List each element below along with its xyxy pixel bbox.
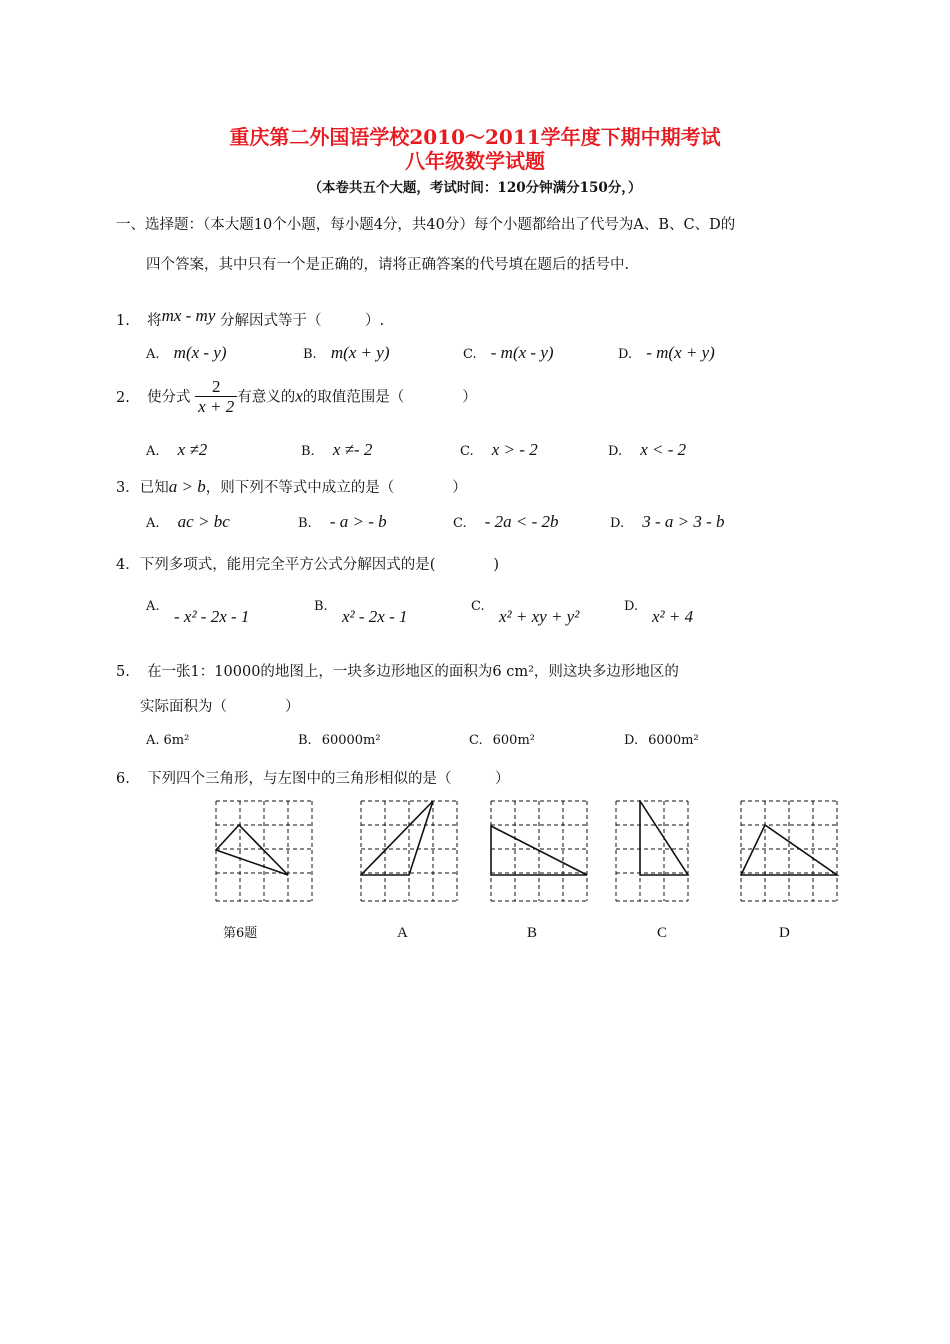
question-line1: 在一张1：10000的地图上，一块多边形地区的面积为6 cm²，则这块多边形地区的 (147, 664, 679, 680)
q5-option-d: D. 6000m² (624, 733, 699, 748)
q4-option-b-expr: x² - 2x - 1 (342, 607, 408, 626)
q5-option-c: C. 600m² (469, 733, 535, 748)
q4-option-b-label: B. (314, 599, 328, 614)
question-expr: a > b (168, 477, 206, 496)
q4-option-d-expr: x² + 4 (652, 607, 694, 626)
question-number: 4． (116, 557, 140, 573)
q4-option-a-label: A. (146, 599, 160, 614)
question-prefix: 将 (147, 313, 162, 329)
question-1 (116, 306, 385, 330)
q1-option-b: B. m(x + y) (303, 343, 390, 362)
q2-option-c: C. x > - 2 (460, 440, 538, 459)
q4-option-c-label: C. (471, 599, 485, 614)
q3-option-d: D. 3 - a > 3 - b (610, 512, 725, 531)
q4-option-a-expr: - x² - 2x - 1 (174, 607, 250, 626)
fraction (195, 378, 237, 417)
figure-option-d (740, 800, 840, 904)
q4-option-c-expr: x² + xy + y² (499, 607, 580, 626)
figure-option-b (490, 800, 590, 904)
question-2 (116, 378, 477, 417)
question-4 (116, 553, 499, 574)
exam-title-line2: 八年级数学试题 (405, 149, 545, 173)
exam-note: （本卷共五个大题，考试时间：120分钟满分150分，） (308, 180, 642, 196)
q4-option-d-label: D. (624, 599, 639, 614)
question-5-line2: 实际面积为（ ） (140, 699, 300, 715)
question-expr: mx - my (161, 306, 216, 325)
figure-original-triangle (215, 800, 315, 904)
question-text: 下列多项式，能用完全平方公式分解因式的是( ) (139, 557, 500, 573)
question-var: x (295, 386, 303, 406)
q1-option-a: A. m(x - y) (146, 343, 227, 362)
section-intro-line1: 一、选择题：（本大题10个小题，每小题4分，共40分）每个小题都给出了代号为A、B、C、D的 (116, 217, 736, 233)
q1-option-c: C. - m(x - y) (463, 343, 554, 362)
figure-option-c (615, 800, 715, 904)
figure-label-d: D (779, 925, 790, 941)
figure-label-b: B (527, 925, 538, 941)
fraction-numerator: 2 (211, 377, 221, 396)
question-number: 1. (116, 313, 130, 329)
figure-label-original: 第6题 (223, 926, 258, 941)
question-number: 2. (116, 389, 130, 406)
question-prefix: 使分式 (147, 389, 191, 406)
fraction-denominator: x + 2 (195, 396, 237, 417)
figure-label-c: C (657, 925, 668, 941)
figure-label-a: A (397, 925, 408, 941)
q2-option-b: B. x ≠- 2 (301, 440, 373, 459)
question-6 (116, 767, 510, 788)
question-number: 6. (116, 771, 130, 787)
question-text: 下列四个三角形，与左图中的三角形相似的是（ ） (147, 771, 510, 787)
question-number: 3． (116, 480, 140, 496)
q2-option-d: D. x < - 2 (608, 440, 687, 459)
question-suffix: 分解因式等于（ ）. (219, 313, 385, 329)
question-5 (116, 660, 679, 681)
exam-title-line1: 重庆第二外国语学校2010～2011学年度下期中期考试 (229, 125, 721, 149)
question-suffix: ，则下列不等式中成立的是（ ） (205, 480, 467, 496)
figure-option-a (360, 800, 460, 904)
q5-option-b: B. 60000m² (298, 733, 381, 748)
question-mid: 有意义的 (237, 389, 296, 406)
question-number: 5. (116, 664, 130, 680)
question-suffix: 的取值范围是（ ） (302, 389, 477, 406)
q5-option-a: A. 6m² (146, 733, 190, 748)
q1-option-d: D. - m(x + y) (618, 343, 715, 362)
section-intro-line2: 四个答案，其中只有一个是正确的，请将正确答案的代号填在题后的括号中. (146, 257, 630, 273)
question-prefix: 已知 (139, 480, 169, 496)
q3-option-a: A. ac > bc (146, 512, 230, 531)
question-3 (116, 476, 467, 497)
q2-option-a: A. x ≠2 (146, 440, 208, 459)
q3-option-b: B. - a > - b (298, 512, 387, 531)
q3-option-c: C. - 2a < - 2b (453, 512, 559, 531)
